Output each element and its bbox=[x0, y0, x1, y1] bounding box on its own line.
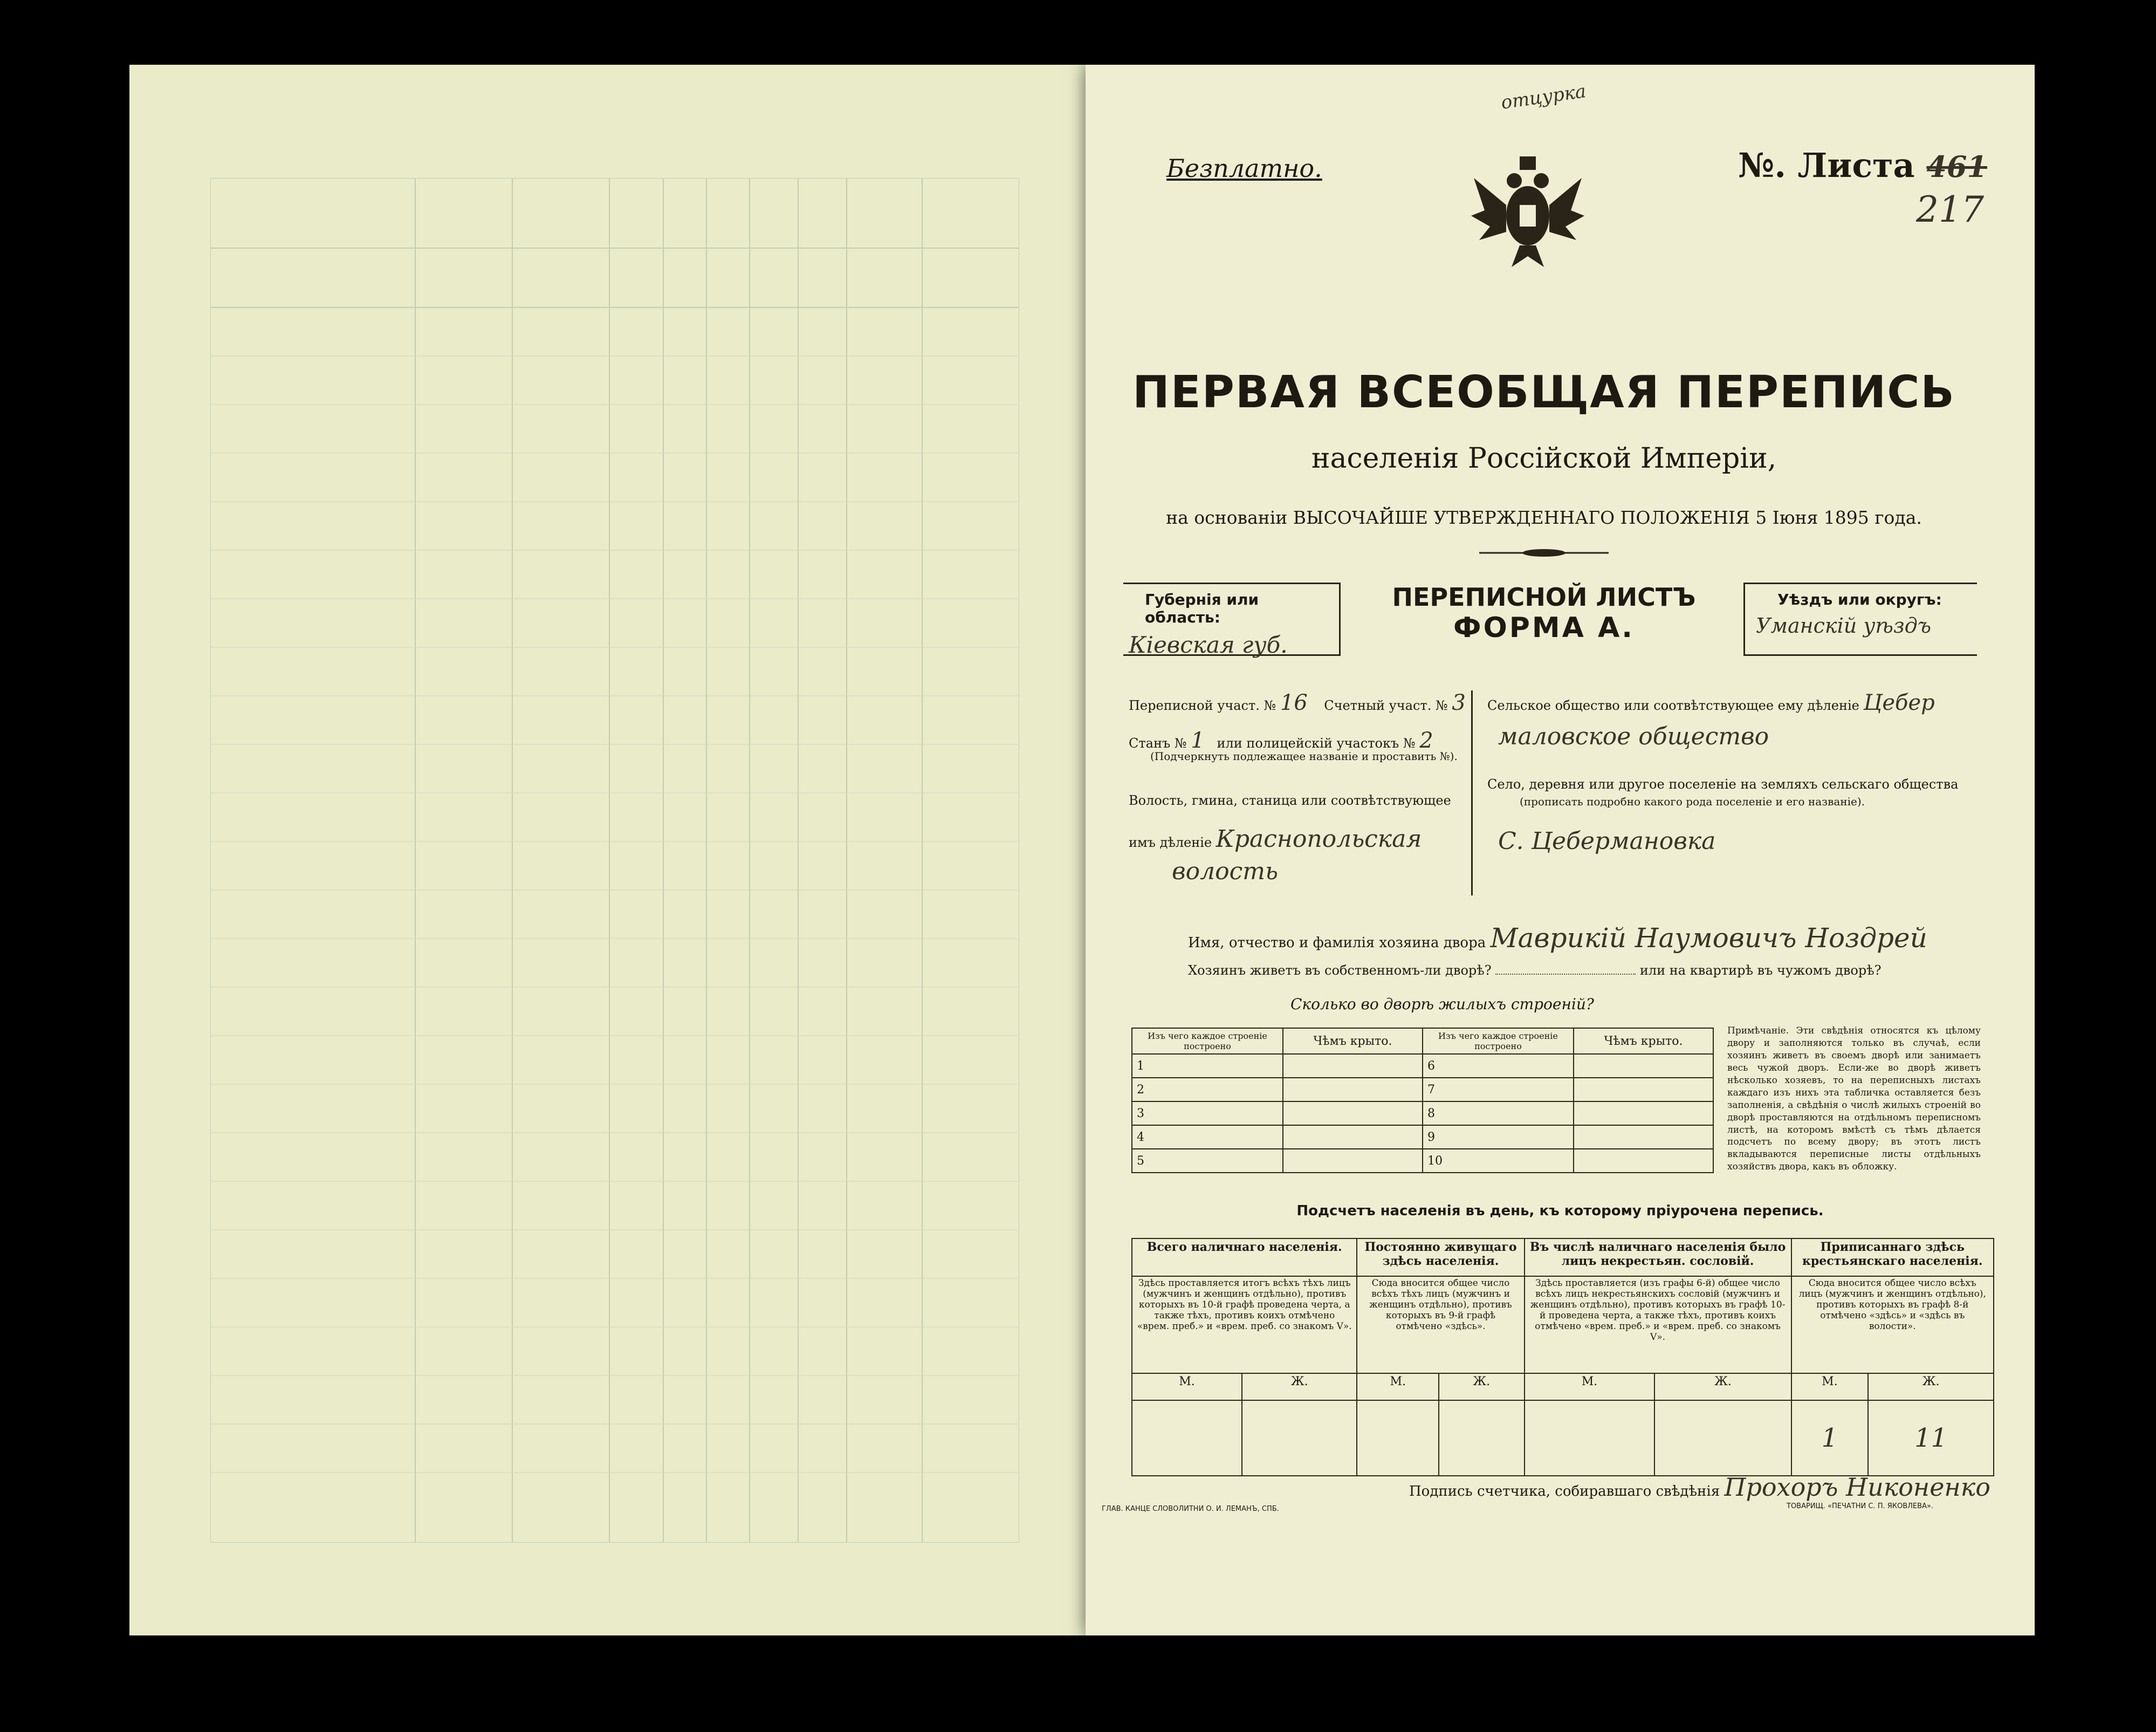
or-label: или на квартирѣ въ чужомъ дворѣ? bbox=[1639, 963, 1882, 978]
right-field-block bbox=[1487, 690, 1989, 855]
signature-value: Прохоръ Никоненко bbox=[1724, 1473, 1990, 1502]
ornament-divider bbox=[1474, 545, 1614, 561]
col-roof-right: Чѣмъ крыто. bbox=[1574, 1028, 1713, 1054]
m-header: М. bbox=[1525, 1373, 1655, 1400]
form-title: ПЕРВАЯ ВСЕОБЩАЯ ПЕРЕПИСЬ bbox=[1132, 367, 1955, 418]
row-label: 9 bbox=[1423, 1125, 1574, 1149]
col-permanent-title: Постоянно живущаго здѣсь населенія. bbox=[1357, 1238, 1524, 1276]
imperial-eagle-icon bbox=[1468, 146, 1587, 275]
col-material-right: Изъ чего каждое строеніе построено bbox=[1423, 1028, 1574, 1054]
row-label: 3 bbox=[1132, 1101, 1283, 1125]
form-name bbox=[1350, 583, 1738, 644]
police-label: или полицейскій участокъ № bbox=[1217, 736, 1416, 751]
zh-header: Ж. bbox=[1654, 1373, 1791, 1400]
sheet-label: №. Листа bbox=[1738, 146, 1915, 185]
population-heading: Подсчетъ населенія въ день, къ которому пріурочена перепись. bbox=[1296, 1203, 1824, 1219]
volost-value1: Краснопольская bbox=[1216, 825, 1422, 853]
count-cell bbox=[1654, 1400, 1791, 1476]
village-note: (прописать подробно какого рода поселеніе и его названіе). bbox=[1520, 795, 1865, 808]
col-peasant-title: Приписаннаго здѣсь крестьянскаго населенія. bbox=[1791, 1238, 1994, 1276]
sheet-number bbox=[1738, 146, 1987, 185]
gubernia-box bbox=[1123, 583, 1341, 656]
count-cell bbox=[1242, 1400, 1357, 1476]
form-basis: на основаніи ВЫСОЧАЙШЕ УТВЕРЖДЕННАГО ПОЛОЖЕНІЯ 5 Іюня 1895 года. bbox=[1166, 507, 1922, 528]
uezd-value: Уманскій уѣздъ bbox=[1756, 614, 1932, 638]
free-label: Безплатно. bbox=[1166, 154, 1322, 183]
buildings-table bbox=[1131, 1028, 1714, 1173]
row-label: 10 bbox=[1423, 1149, 1574, 1173]
owner-label: Имя, отчество и фамилія хозяина двора bbox=[1188, 935, 1486, 951]
sheet-value: 461 bbox=[1926, 149, 1988, 184]
gubernia-label: Губернія или область: bbox=[1145, 591, 1259, 626]
col-material-left: Изъ чего каждое строеніе построено bbox=[1132, 1028, 1283, 1054]
census-form-page bbox=[1086, 65, 2035, 1635]
col-peasant-desc: Сюда вносится общее число всѣхъ лицъ (мужчинъ и женщинъ отдѣльно), противъ которыхъ въ графѣ 8-й отмѣчено «здѣсь» и «здѣсь въ волости». bbox=[1791, 1276, 1994, 1373]
printer-left: ГЛАВ. КАНЦЕ СЛОВОЛИТНИ О. И. ЛЕМАНЪ, СПБ. bbox=[1102, 1505, 1279, 1513]
owner-row bbox=[1188, 922, 1927, 954]
printer-right: ТОВАРИЩ. «ПЕЧАТНИ С. П. ЯКОВЛЕВА». bbox=[1787, 1502, 1934, 1510]
count-area-label: Счетный участ. № bbox=[1324, 698, 1448, 713]
row-label: 1 bbox=[1132, 1054, 1283, 1078]
m-header: М. bbox=[1791, 1373, 1869, 1400]
police-value: 2 bbox=[1419, 728, 1433, 753]
left-page bbox=[129, 65, 1086, 1635]
census-area-label: Переписной участ. № bbox=[1129, 698, 1276, 713]
signature-row bbox=[1409, 1473, 1990, 1502]
volost-label2: имъ дѣленіе bbox=[1129, 835, 1212, 850]
lives-label: Хозяинъ живетъ въ собственномъ-ли дворѣ? bbox=[1188, 963, 1492, 978]
count-cell bbox=[1439, 1400, 1525, 1476]
m-header: М. bbox=[1132, 1373, 1242, 1400]
uezd-box bbox=[1743, 583, 1977, 656]
buildings-question: Сколько во дворѣ жилыхъ строеній? bbox=[1290, 995, 1594, 1013]
lives-row bbox=[1188, 963, 1882, 978]
note-text: Примѣчаніе. Эти свѣдѣнія относятся къ цѣлому двору и заполняются только въ случаѣ, если хозяинъ живетъ въ своемъ дворѣ или занимаетъ весь чужой дворъ. Если-же во дворѣ живетъ нѣсколько хозяевъ, то на переписныхъ листахъ каждаго изъ нихъ эта табличка оставляется безъ заполненія, а свѣдѣнія о числѣ жилыхъ строеній во дворѣ проставляются на отдѣльномъ переписномъ листѣ, на которомъ вмѣстѣ съ тѣмъ дѣлается подсчетъ по всему двору; въ этотъ листъ вкладываются переписные листы отдѣльныхъ хозяйствъ двора, какъ въ обложку. bbox=[1727, 1025, 1981, 1173]
underline-note: (Подчеркнуть подлежащее названіе и проставить №). bbox=[1150, 750, 1458, 763]
field-divider bbox=[1471, 690, 1473, 895]
col-roof-left: Чѣмъ крыто. bbox=[1283, 1028, 1423, 1054]
count-cell bbox=[1357, 1400, 1439, 1476]
form-name-line2: ФОРМА А. bbox=[1453, 612, 1635, 644]
uezd-label: Уѣздъ или округъ: bbox=[1777, 591, 1942, 608]
col-nonpeasant-desc: Здѣсь проставляется (изъ графы 6-й) общее число всѣхъ лицъ некрестьянскихъ сословій (мужчинъ и женщинъ отдѣльно), противъ которыхъ въ графѣ 10-й проведена черта, а также тѣхъ, противъ коихъ отмѣчено «врем. преб.» и «врем. преб. со знакомъ V». bbox=[1525, 1276, 1791, 1373]
village-value: С. Цебермановка bbox=[1498, 827, 1716, 855]
count-cell bbox=[1525, 1400, 1655, 1476]
society-label: Сельское общество или соотвѣтствующее ему дѣленіе bbox=[1487, 698, 1859, 713]
count-area-value: 3 bbox=[1452, 690, 1466, 715]
society-value1: Цебер bbox=[1863, 690, 1935, 715]
owner-value: Маврикій Наумовичъ Ноздрей bbox=[1490, 922, 1927, 954]
zh-header: Ж. bbox=[1439, 1373, 1525, 1400]
village-label: Село, деревня или другое поселеніе на земляхъ сельскаго общества bbox=[1487, 777, 1959, 792]
col-total-title: Всего наличнаго населенія. bbox=[1132, 1238, 1357, 1276]
col-permanent-desc: Сюда вносится общее число всѣхъ тѣхъ лицъ (мужчинъ и женщинъ отдѣльно), противъ которыхъ въ 9-й графѣ отмѣчено «здѣсь». bbox=[1357, 1276, 1524, 1373]
row-label: 4 bbox=[1132, 1125, 1283, 1149]
count-cell bbox=[1132, 1400, 1242, 1476]
col-total-desc: Здѣсь проставляется итогъ всѣхъ тѣхъ лицъ (мужчинъ и женщинъ отдѣльно), противъ которыхъ въ 10-й графѣ проведена черта, а также тѣхъ, противъ коихъ отмѣчено «врем. преб.» и «врем. преб. со знакомъ V». bbox=[1132, 1276, 1357, 1373]
zh-header: Ж. bbox=[1868, 1373, 1994, 1400]
ghost-table bbox=[210, 178, 1019, 1543]
page-number: 217 bbox=[1916, 189, 1984, 230]
row-label: 6 bbox=[1423, 1054, 1574, 1078]
count-cell: 1 bbox=[1791, 1400, 1869, 1476]
count-cell: 11 bbox=[1868, 1400, 1994, 1476]
row-label: 5 bbox=[1132, 1149, 1283, 1173]
gubernia-value: Кіевская губ. bbox=[1129, 632, 1288, 658]
form-subtitle: населенія Россійской Имперіи, bbox=[1311, 442, 1777, 475]
census-area-value: 16 bbox=[1280, 690, 1308, 715]
volost-value2: волость bbox=[1172, 858, 1278, 885]
signature-label: Подпись счетчика, собиравшаго свѣдѣнія bbox=[1409, 1483, 1720, 1500]
row-label: 2 bbox=[1132, 1078, 1283, 1101]
zh-header: Ж. bbox=[1242, 1373, 1357, 1400]
m-header: М. bbox=[1357, 1373, 1439, 1400]
row-label: 7 bbox=[1423, 1078, 1574, 1101]
col-nonpeasant-title: Въ числѣ наличнаго населенія было лицъ некрестьян. сословій. bbox=[1525, 1238, 1791, 1276]
stan-label: Станъ № bbox=[1129, 736, 1187, 751]
top-note: отцурка bbox=[1499, 80, 1588, 114]
row-label: 8 bbox=[1423, 1101, 1574, 1125]
volost-label: Волость, гмина, станица или соотвѣтствующее bbox=[1129, 793, 1451, 808]
society-value2: маловское общество bbox=[1498, 723, 1769, 750]
stan-value: 1 bbox=[1191, 728, 1205, 753]
population-table bbox=[1131, 1238, 1994, 1476]
form-name-line1: ПЕРЕПИСНОЙ ЛИСТЪ bbox=[1392, 583, 1696, 612]
